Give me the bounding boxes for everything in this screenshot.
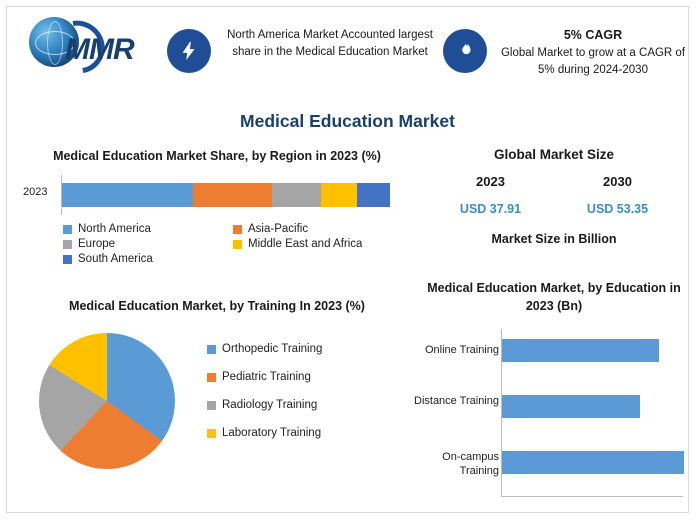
header [7,7,688,93]
global-market-size-years [427,174,681,189]
education-chart-title: Medical Education Market, by Education in 2023 (Bn) [427,281,681,313]
legend-label: Laboratory Training [222,427,322,439]
region-category-label: 2023 [23,186,48,198]
global-market-size-values [427,202,681,216]
legend-label: Radiology Training [222,399,318,411]
training-legend [207,343,407,455]
legend-swatch-icon [207,429,216,438]
pie-graphic [39,333,175,469]
legend-item [207,371,407,383]
year-2023-label: 2023 [476,174,505,189]
legend-item [63,223,233,235]
legend-swatch-icon [207,345,216,354]
education-bar-distance-training [502,395,640,418]
logo-text: MMR [65,33,134,66]
legend-swatch-icon [63,255,72,264]
global-market-size-title: Global Market Size [493,147,615,162]
region-bar-asia-pacific [193,183,272,207]
value-2030: USD 53.35 [586,202,649,216]
legend-label: Orthopedic Training [222,343,323,355]
value-2023: USD 37.91 [459,202,522,216]
highlight-text-2 [495,27,691,79]
page-title: Medical Education Market [240,111,455,131]
education-bar-chart [414,279,683,497]
legend-item [233,223,403,235]
education-plot [414,329,683,497]
education-bar-online-training [502,339,659,362]
region-bar-south-america [357,183,390,207]
education-category-label-oncampus: On-campus Training [442,451,499,477]
region-bar-europe [272,183,321,207]
legend-item [207,343,407,355]
legend-label: Asia-Pacific [248,223,309,235]
legend-swatch-icon [63,240,72,249]
education-category-label-online: Online Training [425,344,499,356]
legend-swatch-icon [233,225,242,234]
legend-swatch-icon [207,373,216,382]
infographic-page [6,6,689,513]
year-2030-label: 2030 [603,174,632,189]
legend-item [63,238,233,250]
legend-item [233,238,403,250]
education-category-label-distance: Distance Training [414,395,499,407]
highlight-text-1: North America Market Accounted largest share in the Medical Education Market [227,29,433,58]
legend-item [207,399,407,411]
flame-icon [443,29,487,73]
legend-swatch-icon [63,225,72,234]
market-size-unit-note: Market Size in Billion [491,232,617,246]
legend-item [63,253,403,265]
training-chart-title: Medical Education Market, by Training In 2023 (%) [69,299,365,313]
region-plot [17,175,417,215]
legend-label: Europe [78,238,116,250]
legend-item [207,427,407,439]
education-baseline [501,496,683,497]
legend-swatch-icon [233,240,242,249]
education-bar-on-campus-training [502,451,684,474]
region-share-chart [17,147,417,268]
region-chart-title: Medical Education Market Share, by Region in 2023 (%) [53,149,381,163]
mmr-logo [25,15,165,77]
legend-label: South America [78,253,153,265]
cagr-description: Global Market to grow at a CAGR of 5% during 2024-2030 [500,47,686,76]
legend-label: North America [78,223,151,235]
training-share-chart [17,297,417,479]
region-bar-middle-east-africa [321,183,357,207]
region-bar-north-america [62,183,193,207]
global-market-size [427,147,681,246]
region-legend [63,223,403,268]
legend-label: Pediatric Training [222,371,311,383]
lightning-bolt-icon [167,29,211,73]
legend-swatch-icon [207,401,216,410]
training-plot [17,329,417,479]
legend-label: Middle East and Africa [248,238,363,250]
cagr-title: 5% CAGR [563,28,623,42]
